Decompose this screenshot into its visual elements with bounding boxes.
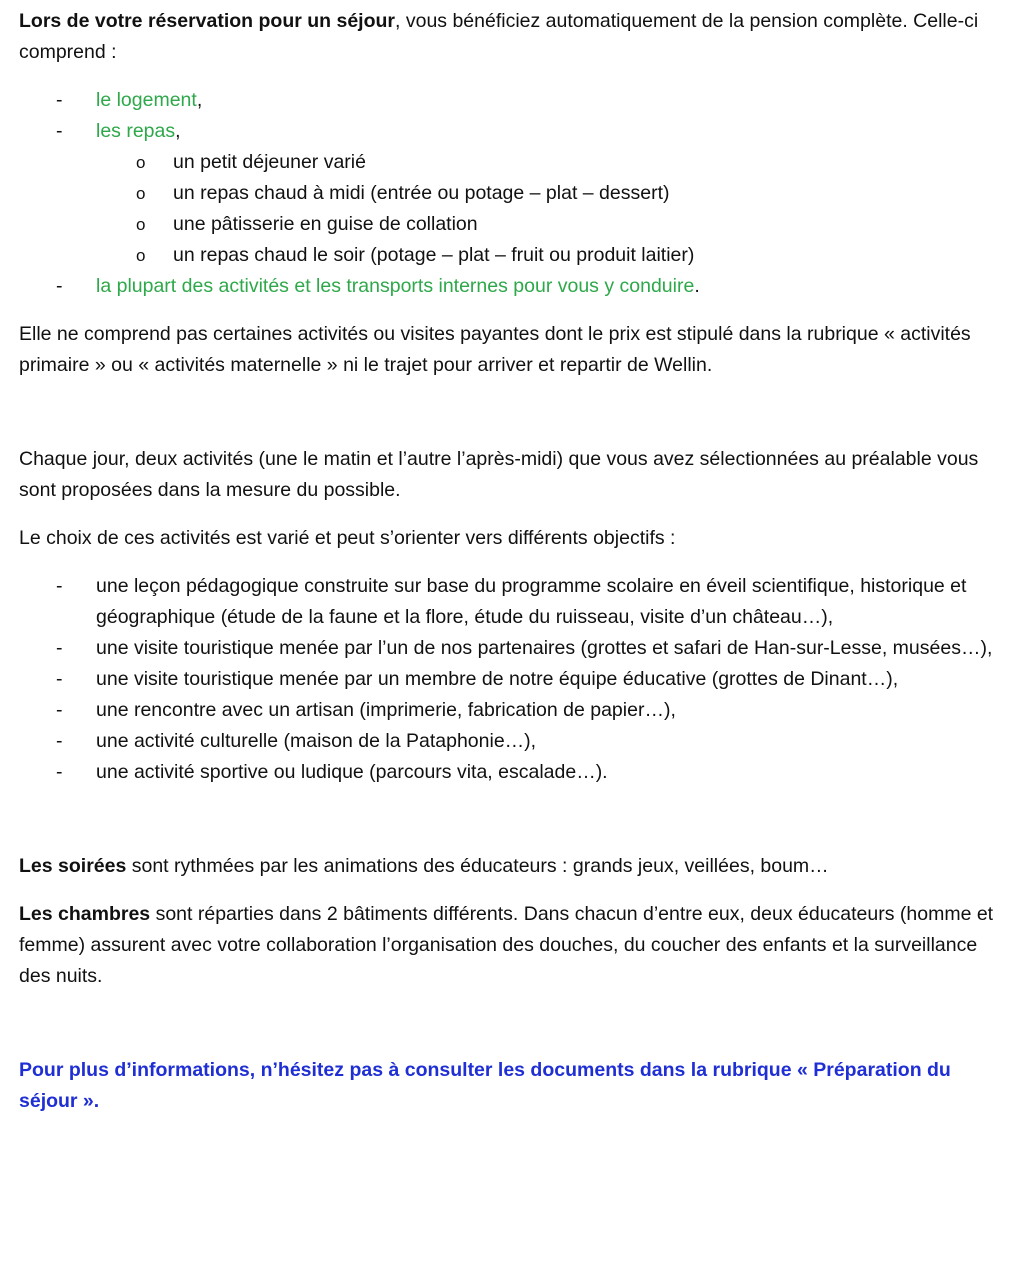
daily-paragraph: Chaque jour, deux activités (une le matin et l’autre l’après-midi) que vous avez sélectionnées au préalable vous sont proposées dans la mesure du possible. [19,448,979,501]
meal-text: un repas chaud le soir (potage – plat – fruit ou produit laitier) [173,244,695,266]
rooms-paragraph [19,899,1004,992]
meal-text: une pâtisserie en guise de collation [173,213,478,235]
dash-bullet: - [56,275,63,297]
dash-bullet: - [56,699,63,721]
intro-paragraph [19,6,1004,68]
pension-list [19,85,1004,302]
rooms-rest: sont réparties dans 2 bâtiments différents. Dans chacun d’entre eux, deux éducateurs (homme et femme) assurent avec votre collaboration l’organisation des douches, du coucher des enfants et la surveillance des nuits. [19,903,994,987]
pension-item-suffix: . [694,275,700,297]
objectives-list [19,571,1004,788]
objective-text: une rencontre avec un artisan (imprimerie, fabrication de papier…), [96,699,676,721]
meal-item [96,209,1004,240]
meal-text: un petit déjeuner varié [173,151,366,173]
pension-item-suffix: , [196,89,203,111]
more-info-paragraph: Pour plus d’informations, n’hésitez pas à consulter les documents dans la rubrique « Préparation du séjour ». [19,1059,951,1112]
intro-rest: , vous bénéficiez automatiquement de la pension complète. Celle-ci comprend : [19,10,979,63]
dash-bullet: - [56,668,63,690]
choice-paragraph: Le choix de ces activités est varié et peut s’orienter vers différents objectifs : [19,527,676,549]
pension-item-activites [19,271,1004,302]
objective-item [19,757,1004,788]
rooms-bold: Les chambres [19,903,151,925]
meal-item [96,147,1004,178]
objective-item [19,571,1004,633]
circle-bullet: o [136,215,146,234]
meal-text: un repas chaud à midi (entrée ou potage – plat – dessert) [173,182,670,204]
evenings-bold: Les soirées [19,855,127,877]
evenings-paragraph [19,851,1004,882]
meals-list [96,147,1004,271]
objective-text: une activité sportive ou ludique (parcours vita, escalade…). [96,761,608,783]
not-included-paragraph: Elle ne comprend pas certaines activités ou visites payantes dont le prix est stipulé dans la rubrique « activités primaire » ou « activités maternelle » ni le trajet pour arriver et repartir de Wellin. [19,323,971,376]
pension-item-text: les repas [96,120,176,142]
dash-bullet: - [56,89,63,111]
meal-item [96,178,1004,209]
objective-text: une activité culturelle (maison de la Pataphonie…), [96,730,537,752]
document-page [19,6,1004,1117]
pension-item-text: le logement [96,89,197,111]
dash-bullet: - [56,637,63,659]
dash-bullet: - [56,120,63,142]
dash-bullet: - [56,575,63,597]
pension-item-repas [19,116,1004,271]
pension-item-logement [19,85,1004,116]
pension-item-suffix: , [175,120,181,142]
circle-bullet: o [136,184,146,203]
objective-item [19,726,1004,757]
pension-item-text: la plupart des activités et les transports internes pour vous y conduire [96,275,695,297]
objective-item [19,664,1004,695]
evenings-rest: sont rythmées par les animations des éducateurs : grands jeux, veillées, boum… [126,855,829,877]
circle-bullet: o [136,246,146,265]
objective-text: une visite touristique menée par un membre de notre équipe éducative (grottes de Dinant…), [96,668,899,690]
objective-text: une leçon pédagogique construite sur base du programme scolaire en éveil scientifique, historique et géographique (étude de la faune et la flore, étude du ruisseau, visite d’un château…), [96,575,967,628]
dash-bullet: - [56,730,63,752]
dash-bullet: - [56,761,63,783]
objective-item [19,695,1004,726]
circle-bullet: o [136,153,146,172]
intro-bold: Lors de votre réservation pour un séjour [19,10,396,32]
meal-item [96,240,1004,271]
objective-item [19,633,1004,664]
objective-text: une visite touristique menée par l’un de nos partenaires (grottes et safari de Han-sur-Lesse, musées…), [96,637,993,659]
